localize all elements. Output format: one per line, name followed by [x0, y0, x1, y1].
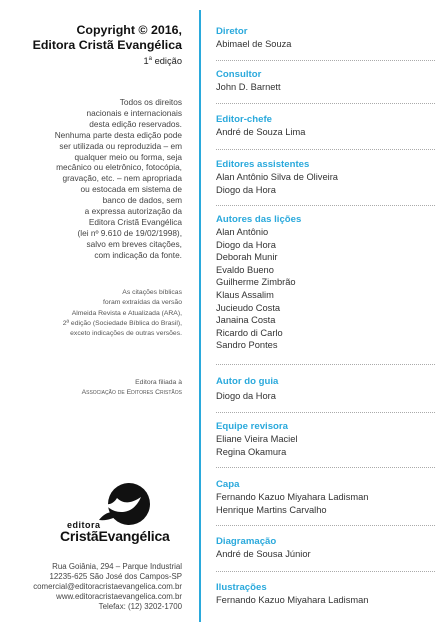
address-phone: Telefax: (12) 3202-1700 [98, 602, 182, 612]
credit-name: Alan Antônio [216, 227, 269, 237]
address-website[interactable]: www.editoracristaevangelica.com.br [56, 592, 182, 602]
copyright-heading [33, 23, 182, 53]
credit-title: Diretor [216, 26, 248, 37]
credit-name: Guilherme Zimbrão [216, 277, 296, 288]
credit-name: Fernando Kazuo Miyahara Ladisman [216, 595, 369, 605]
credit-name: Ricardo di Carlo [216, 327, 283, 338]
rights-line: ou estocada em sistema de [80, 184, 182, 195]
rights-line: qualquer meio ou forma, seja [74, 151, 182, 162]
section-rule [216, 571, 435, 572]
rights-line: salvo em breves citações, [86, 238, 182, 249]
credit-section-editor-chefe [216, 114, 438, 139]
credit-name: Jucieudo Costa [216, 302, 281, 313]
rights-line: Editora Cristã Evangélica [88, 216, 182, 227]
credit-section-autores [216, 214, 438, 352]
rights-line: com indicação da fonte. [94, 249, 182, 260]
section-rule [216, 205, 435, 206]
rights-line: nacionais e internacionais [86, 107, 182, 118]
affiliation-line-2: Associação de Editores Cristãos [81, 389, 182, 397]
section-rule [216, 103, 435, 104]
rights-line: desta edição reservados. [89, 118, 182, 129]
rights-line: Nenhuma parte desta edição pode [54, 129, 182, 140]
rights-paragraph [0, 97, 182, 261]
address-line: Rua Goiânia, 294 – Parque Industrial [52, 562, 182, 571]
section-rule [216, 525, 435, 526]
section-rule [216, 60, 435, 61]
rights-line: ser utilizada ou reproduzida – em [59, 140, 182, 151]
credit-section-autor-guia [216, 376, 438, 403]
citations-line: exceto indicações de outras versões. [70, 330, 182, 338]
credit-name: Klaus Assalim [216, 289, 274, 300]
citations-line: 2ª edição (Sociedade Bíblica do Brasil), [62, 319, 182, 327]
copyright-line-2: Editora Cristã Evangélica [32, 38, 182, 52]
address-email[interactable]: comercial@editoracristaevangelica.com.br [33, 582, 182, 592]
address-line: 12235-625 São José dos Campos-SP [49, 572, 182, 582]
credit-section-ilustracoes [216, 582, 438, 607]
rights-line: mecânico ou eletrônico, fotocópia, [56, 162, 182, 173]
copyright-line-1: Copyright © 2016, [76, 23, 182, 37]
credit-title: Capa [216, 479, 240, 490]
credit-section-equipe-revisora [216, 421, 438, 458]
credit-section-editores-assistentes [216, 159, 438, 196]
address-block [33, 562, 182, 612]
credit-title: Editores assistentes [216, 159, 310, 170]
section-rule [216, 149, 435, 150]
citations-line: As citações bíblicas [122, 289, 182, 296]
rights-line: a expressa autorização da [84, 206, 182, 217]
affiliation-line-1: Editora filiada à [135, 379, 182, 386]
credit-name: Diogo da Hora [216, 239, 276, 250]
credit-name: Eliane Vieira Maciel [216, 434, 298, 444]
credit-section-consultor [216, 69, 438, 94]
credit-name: Henrique Martins Carvalho [216, 504, 327, 515]
credit-name: Sandro Pontes [216, 340, 278, 351]
citations-line: Almeida Revista e Atualizada (ARA), [71, 309, 182, 317]
citations-note [0, 288, 182, 339]
rights-line: Todos os direitos [119, 97, 182, 107]
credit-section-diretor [216, 26, 438, 51]
credits-column [216, 0, 441, 638]
section-rule [216, 412, 435, 413]
credit-name: Deborah Munir [216, 252, 278, 263]
credit-title: Autores das lições [216, 214, 302, 225]
edition-superscript: a [148, 56, 152, 62]
logo-text-editora: editora [67, 520, 101, 530]
section-rule [216, 364, 435, 365]
credit-name: John D. Barnett [216, 82, 281, 92]
credit-name: Diogo da Hora [216, 391, 276, 401]
credit-name: Janaina Costa [216, 315, 276, 326]
credit-name: Regina Okamura [216, 446, 287, 457]
publisher-logo [57, 482, 197, 562]
rights-line: (lei nº 9.610 de 19/02/1998), [77, 227, 182, 238]
logo-text-name: CristãEvangélica [60, 528, 170, 544]
credit-title: Equipe revisora [216, 421, 288, 432]
credit-name: André de Souza Lima [216, 127, 306, 137]
credit-title: Autor do guia [216, 376, 279, 387]
edition-label: edição [154, 56, 182, 67]
credit-section-capa [216, 479, 438, 516]
credit-name: Evaldo Bueno [216, 264, 274, 275]
credit-title: Editor-chefe [216, 114, 272, 125]
credit-name: Abimael de Souza [216, 39, 292, 49]
copyright-column [0, 0, 199, 638]
rights-line: gravação, etc. – nem apropriada [62, 173, 182, 184]
credit-title: Ilustrações [216, 582, 267, 593]
section-rule [216, 467, 435, 468]
edition-number: 1 [143, 56, 149, 67]
edition-note [143, 56, 182, 66]
credit-section-diagramacao [216, 536, 438, 561]
credit-name: André de Sousa Júnior [216, 549, 311, 559]
credit-title: Diagramação [216, 536, 277, 547]
affiliation-note [82, 378, 182, 399]
credit-name: Alan Antônio Silva de Oliveira [216, 172, 338, 182]
citations-line: foram extraídas da versão [103, 299, 182, 307]
credit-title: Consultor [216, 69, 262, 80]
credit-name: Diogo da Hora [216, 184, 276, 195]
rights-line: banco de dados, sem [102, 195, 182, 206]
column-divider [199, 10, 201, 622]
credit-name: Fernando Kazuo Miyahara Ladisman [216, 492, 369, 502]
